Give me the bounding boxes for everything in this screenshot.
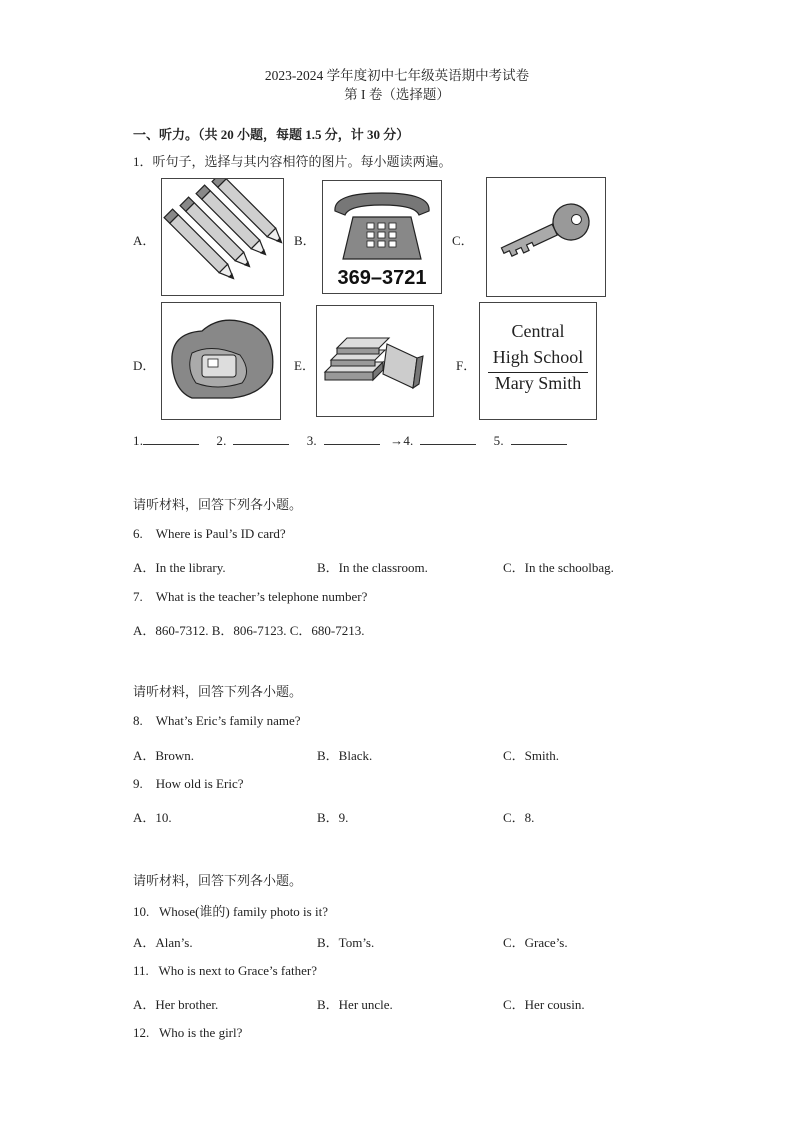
q11-option-c[interactable]: C．Her cousin.	[503, 997, 585, 1012]
blank-label-5: 5.	[493, 433, 504, 448]
q8-option-b[interactable]: B．Black.	[317, 748, 373, 763]
picture-label-d: D．	[133, 358, 156, 373]
question-10	[133, 901, 328, 920]
question-text: What’s Eric’s family name?	[155, 713, 301, 728]
q6-option-a[interactable]: A．In the library.	[133, 560, 226, 575]
phone-number-caption: 369–3721	[337, 267, 427, 289]
q11-option-a[interactable]: A．Her brother.	[133, 997, 219, 1012]
q8-option-c[interactable]: C．Smith.	[503, 748, 559, 763]
pencils-icon	[162, 179, 283, 295]
question-8	[133, 713, 301, 729]
id-card-line-1: Central	[511, 321, 565, 341]
q10-option-b[interactable]: B．Tom’s.	[317, 935, 375, 950]
picture-b-telephone	[322, 180, 442, 294]
cap-icon	[162, 303, 280, 419]
picture-e-books	[316, 305, 434, 417]
question-12	[133, 1025, 242, 1041]
blank-label-2: 2.	[216, 433, 227, 448]
q9-option-c[interactable]: C．8.	[503, 810, 535, 825]
answer-blanks	[133, 433, 567, 449]
group-2-intro: 请听材料，回答下列各小题。	[133, 684, 303, 699]
exam-title: 2023-2024 学年度初中七年级英语期中考试卷	[264, 68, 530, 83]
picture-f-id-card	[479, 302, 597, 420]
question-number: 6.	[133, 526, 143, 541]
blank-3[interactable]	[324, 433, 380, 445]
exam-subtitle: 第 I 卷（选择题）	[344, 87, 450, 102]
blank-2[interactable]	[233, 433, 289, 445]
question-number: 7.	[133, 589, 143, 604]
q6-option-c[interactable]: C．In the schoolbag.	[503, 560, 614, 575]
question-1-instruction: 1．听句子，选择与其内容相符的图片。每小题读两遍。	[133, 154, 452, 169]
question-number: 11.	[133, 963, 149, 978]
books-icon	[317, 306, 433, 416]
question-7	[133, 589, 367, 605]
question-number: 8.	[133, 713, 143, 728]
key-icon	[487, 178, 605, 296]
q8-option-a[interactable]: A．Brown.	[133, 748, 195, 763]
q6-option-b[interactable]: B．In the classroom.	[317, 560, 428, 575]
question-text: What is the teacher’s telephone number?	[155, 589, 368, 604]
telephone-icon	[323, 183, 441, 263]
picture-label-f: F．	[456, 358, 477, 373]
id-card-line-2: High School	[492, 347, 584, 367]
picture-a-pencils	[161, 178, 284, 296]
picture-label-b: B．	[294, 233, 316, 248]
q7-options-inline[interactable]: A．860-7312. B．806-7123. C．680-7213.	[133, 623, 365, 638]
picture-label-a: A．	[133, 233, 156, 248]
blank-label-1: 1.	[133, 433, 144, 448]
question-9	[133, 776, 243, 792]
question-6	[133, 526, 286, 542]
q11-option-b[interactable]: B．Her uncle.	[317, 997, 393, 1012]
group-1-intro: 请听材料，回答下列各小题。	[133, 497, 303, 512]
section-heading: 一、听力。（共 20 小题，每题 1.5 分，计 30 分）	[133, 127, 410, 142]
q9-option-a[interactable]: A．10.	[133, 810, 172, 825]
question-text: How old is Eric?	[155, 776, 244, 791]
blank-label-4: →4.	[390, 433, 414, 448]
question-number: 10.	[133, 904, 150, 919]
q9-option-b[interactable]: B．9.	[317, 810, 349, 825]
question-number: 12.	[133, 1025, 150, 1040]
blank-1[interactable]	[143, 433, 199, 445]
q10-option-c[interactable]: C．Grace’s.	[503, 935, 568, 950]
picture-label-e: E．	[294, 358, 315, 373]
picture-label-c: C．	[452, 233, 474, 248]
picture-c-key	[486, 177, 606, 297]
question-11	[133, 963, 317, 979]
question-text: Whose(谁的) family photo is it?	[159, 904, 328, 919]
picture-d-cap	[161, 302, 281, 420]
question-text: Who is the girl?	[159, 1025, 243, 1040]
blank-4[interactable]	[420, 433, 476, 445]
q10-option-a[interactable]: A．Alan’s.	[133, 935, 193, 950]
group-3-intro: 请听材料，回答下列各小题。	[133, 873, 303, 888]
blank-label-3: 3.	[306, 433, 317, 448]
id-card-line-3: Mary Smith	[494, 373, 582, 393]
question-number: 9.	[133, 776, 143, 791]
question-text: Who is next to Grace’s father?	[158, 963, 317, 978]
blank-5[interactable]	[511, 433, 567, 445]
question-text: Where is Paul’s ID card?	[155, 526, 286, 541]
